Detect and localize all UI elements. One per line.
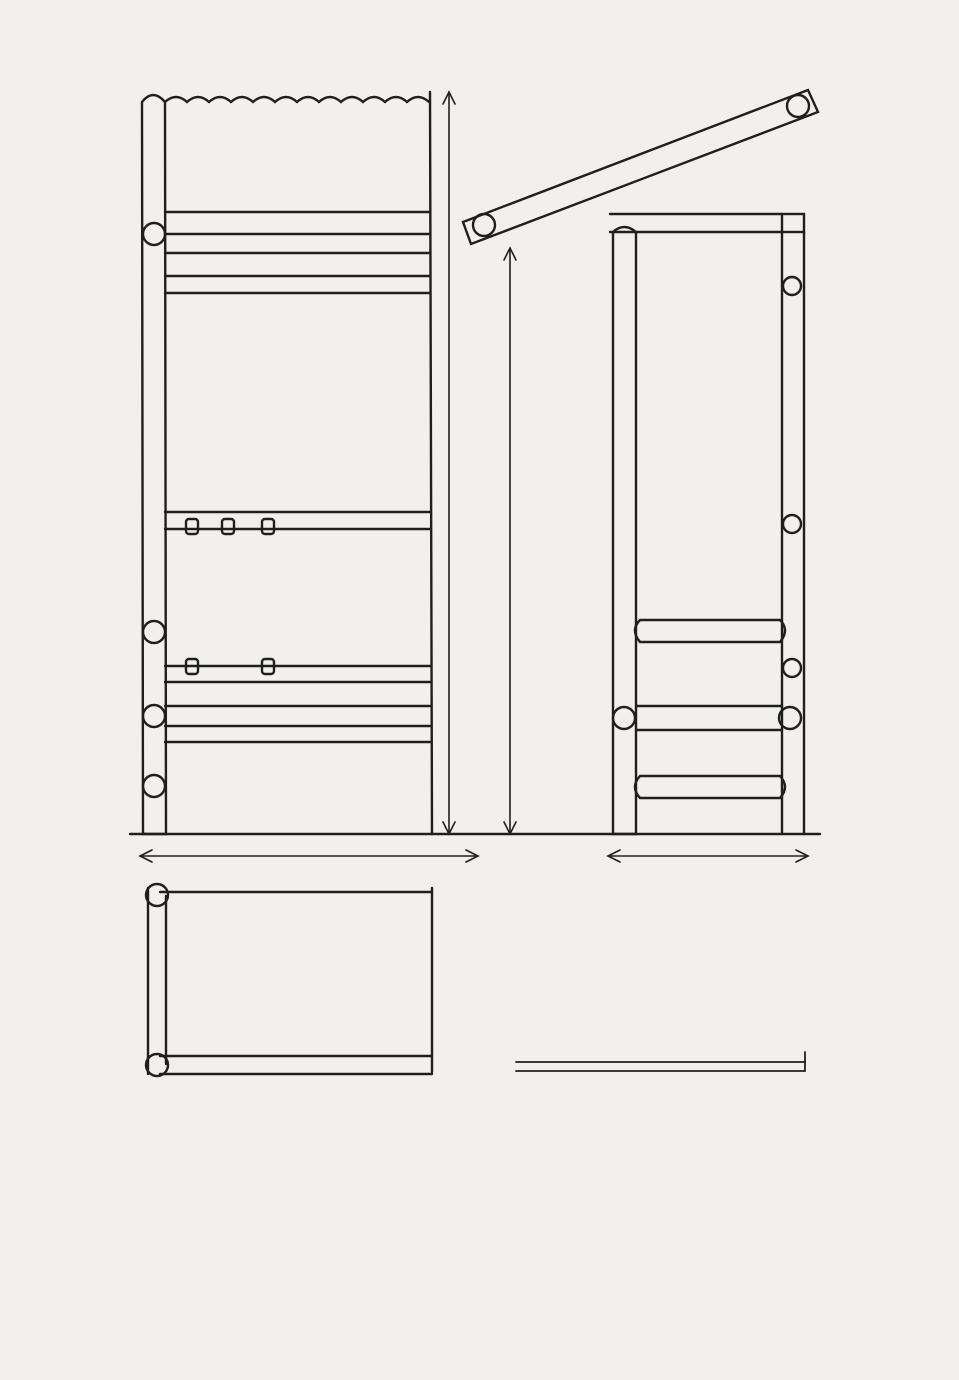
plan-view	[146, 884, 432, 1076]
side-elevation	[463, 90, 818, 834]
front-elevation	[130, 92, 820, 834]
scale-bar	[516, 1052, 805, 1071]
dimension-lines	[140, 92, 808, 862]
